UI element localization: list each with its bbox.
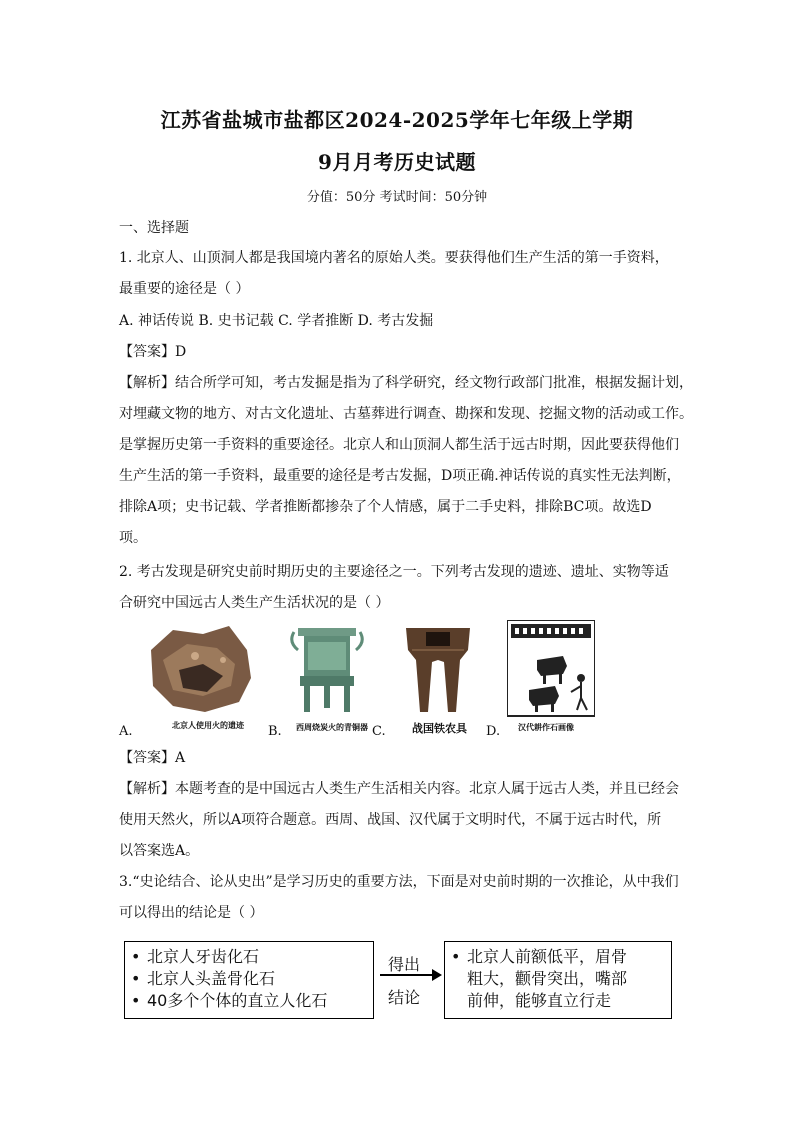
option-a-letter: A. xyxy=(119,724,133,739)
q1-analysis-line: 对埋藏文物的地方、对古文化遗址、古墓葬进行调查、勘探和发现、挖掘文物的活动或工作。 xyxy=(119,406,693,422)
q1-answer: 【答案】D xyxy=(119,344,187,360)
q1-analysis-line: 项。 xyxy=(119,530,147,546)
q1-stem-line2: 最重要的途径是（ ） xyxy=(119,281,250,297)
conclusion-line: 粗大，颧骨突出，嘴部 xyxy=(467,969,628,988)
option-a-caption: 北京人使用火的遗迹 xyxy=(172,720,244,730)
option-d-caption: 汉代耕作石画像 xyxy=(518,722,574,732)
evidence-item: • 40多个个体的直立人化石 xyxy=(125,990,373,1012)
q2-analysis-line: 使用天然火，所以A项符合题意。西周、战国、汉代属于文明时代，不属于远古时代，所 xyxy=(119,812,662,828)
evidence-item: • 北京人头盖骨化石 xyxy=(125,968,373,990)
page-title-line1: 江苏省盐城市盐都区2024-2025学年七年级上学期 xyxy=(160,108,634,132)
conclusion-box xyxy=(444,941,672,1019)
q1-analysis-line: 是掌握历史第一手资料的重要途径。北京人和山顶洞人都生活于远古时期，因此要获得他们 xyxy=(119,437,679,453)
q3-stem-line1: 3.“史论结合、论从史出”是学习历史的重要方法，下面是对史前时期的一次推论，从中我们 xyxy=(119,874,679,890)
section-heading: 一、选择题 xyxy=(119,220,189,236)
q2-analysis-line: 【解析】本题考查的是中国远古人类生产生活相关内容。北京人属于远古人类，并且已经会 xyxy=(119,781,679,797)
q2-answer: 【答案】A xyxy=(119,750,186,766)
q1-stem-line1: 1. 北京人、山顶洞人都是我国境内著名的原始人类。要获得他们生产生活的第一手资料， xyxy=(119,250,669,266)
option-b-caption: 西周烧炭火的青铜器 xyxy=(296,722,368,732)
option-b-letter: B. xyxy=(268,724,282,739)
arrow-label-top: 得出 xyxy=(388,955,421,974)
q1-analysis-line: 排除A项；史书记载、学者推断都掺杂了个人情感，属于二手史料，排除BC项。故选D xyxy=(119,499,652,515)
conclusion-line: 前伸，能够直立行走 xyxy=(467,991,612,1010)
evidence-item: • 北京人牙齿化石 xyxy=(125,946,373,968)
q1-analysis-line: 生产生活的第一手资料，最重要的途径是考古发掘，D项正确.神话传说的真实性无法判断， xyxy=(119,468,681,484)
exam-meta: 分值：50分 考试时间：50分钟 xyxy=(306,190,488,205)
q3-stem-line2: 可以得出的结论是（ ） xyxy=(119,905,264,921)
page-title-line2: 9月月考历史试题 xyxy=(318,150,476,174)
evidence-box xyxy=(124,941,374,1019)
right-arrow-icon xyxy=(380,968,444,982)
conclusion-line: • 北京人前额低平，眉骨 xyxy=(445,946,671,968)
q2-stem-line1: 2. 考古发现是研究史前时期历史的主要途径之一。下列考古发现的遗迹、遗址、实物等适 xyxy=(119,564,669,580)
option-c-letter: C. xyxy=(372,724,386,739)
q1-analysis-line: 【解析】结合所学可知，考古发掘是指为了科学研究，经文物行政部门批准，根据发掘计划， xyxy=(119,375,693,391)
q2-stem-line2: 合研究中国远古人类生产生活状况的是（ ） xyxy=(119,595,390,611)
option-d-letter: D. xyxy=(486,724,501,739)
arrow-label-bottom: 结论 xyxy=(388,988,421,1007)
option-c-caption: 战国铁农具 xyxy=(412,722,467,735)
q2-analysis-line: 以答案选A。 xyxy=(119,843,200,859)
q1-options: A. 神话传说 B. 史书记载 C. 学者推断 D. 考古发掘 xyxy=(119,313,434,329)
